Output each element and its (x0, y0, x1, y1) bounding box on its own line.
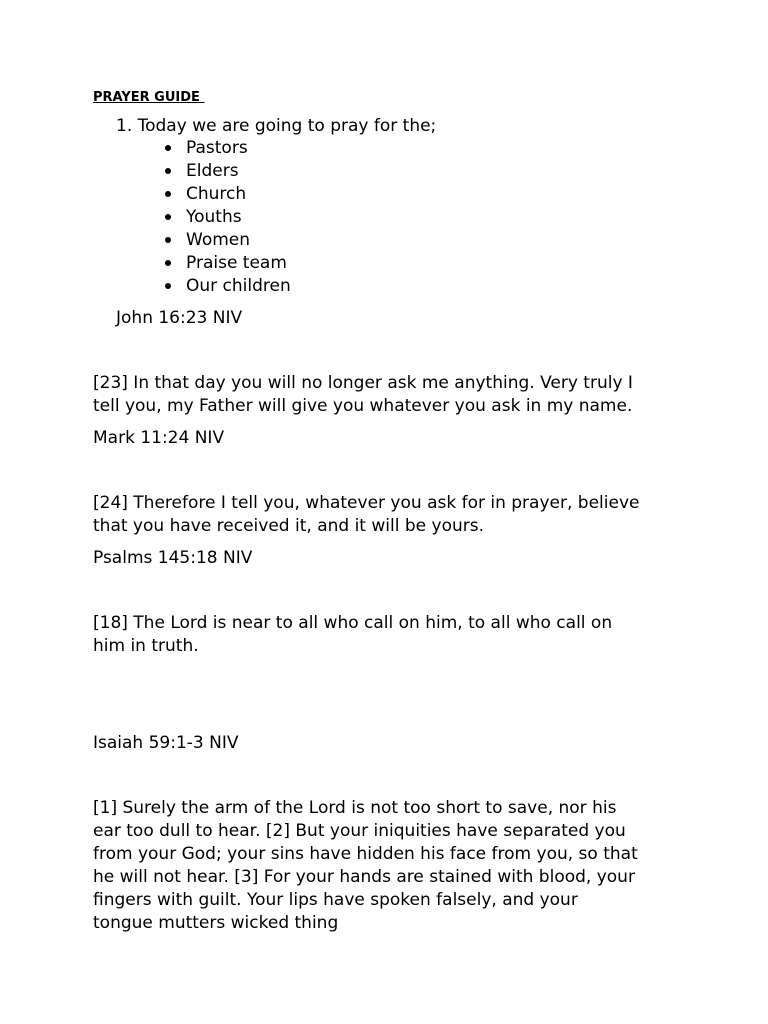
scripture-passage (93, 612, 683, 658)
scripture-passage (93, 372, 683, 418)
list-item: Youths (186, 206, 291, 229)
passage-line: him in truth. (93, 636, 199, 656)
passage-line: tell you, my Father will give you whatever you ask in my name. (93, 396, 633, 416)
list-item: Pastors (186, 137, 291, 160)
scripture-reference: Mark 11:24 NIV (93, 428, 225, 448)
scripture-passage (93, 797, 683, 935)
bullet-icon (165, 237, 171, 243)
list-item: Church (186, 183, 291, 206)
passage-line: he will not hear. [3] For your hands are stained with blood, your (93, 867, 635, 887)
bullet-icon (165, 283, 171, 289)
bullet-icon (165, 260, 171, 266)
passage-line: [23] In that day you will no longer ask me anything. Very truly I (93, 373, 633, 393)
passage-line: fingers with guilt. Your lips have spoken falsely, and your (93, 890, 578, 910)
list-item: Women (186, 229, 291, 252)
bullet-icon (165, 168, 171, 174)
passage-line: [18] The Lord is near to all who call on him, to all who call on (93, 613, 613, 633)
scripture-reference: Isaiah 59:1-3 NIV (93, 733, 239, 753)
passage-line: that you have received it, and it will be yours. (93, 516, 484, 536)
bullet-icon (165, 145, 171, 151)
list-item: Praise team (186, 252, 291, 275)
numbered-item-1: 1. Today we are going to pray for the; (116, 116, 437, 136)
passage-line: [24] Therefore I tell you, whatever you ask for in prayer, believe (93, 493, 640, 513)
passage-line: tongue mutters wicked thing (93, 913, 339, 933)
passage-line: from your God; your sins have hidden his face from you, so that (93, 844, 638, 864)
list-item: Our children (186, 275, 291, 298)
prayer-list (186, 137, 291, 298)
scripture-reference: John 16:23 NIV (116, 308, 243, 328)
scripture-reference: Psalms 145:18 NIV (93, 548, 253, 568)
page-title: PRAYER GUIDE (93, 90, 205, 105)
list-item: Elders (186, 160, 291, 183)
bullet-icon (165, 191, 171, 197)
scripture-passage (93, 492, 683, 538)
bullet-icon (165, 214, 171, 220)
passage-line: ear too dull to hear. [2] But your iniquities have separated you (93, 821, 626, 841)
passage-line: [1] Surely the arm of the Lord is not too short to save, nor his (93, 798, 617, 818)
